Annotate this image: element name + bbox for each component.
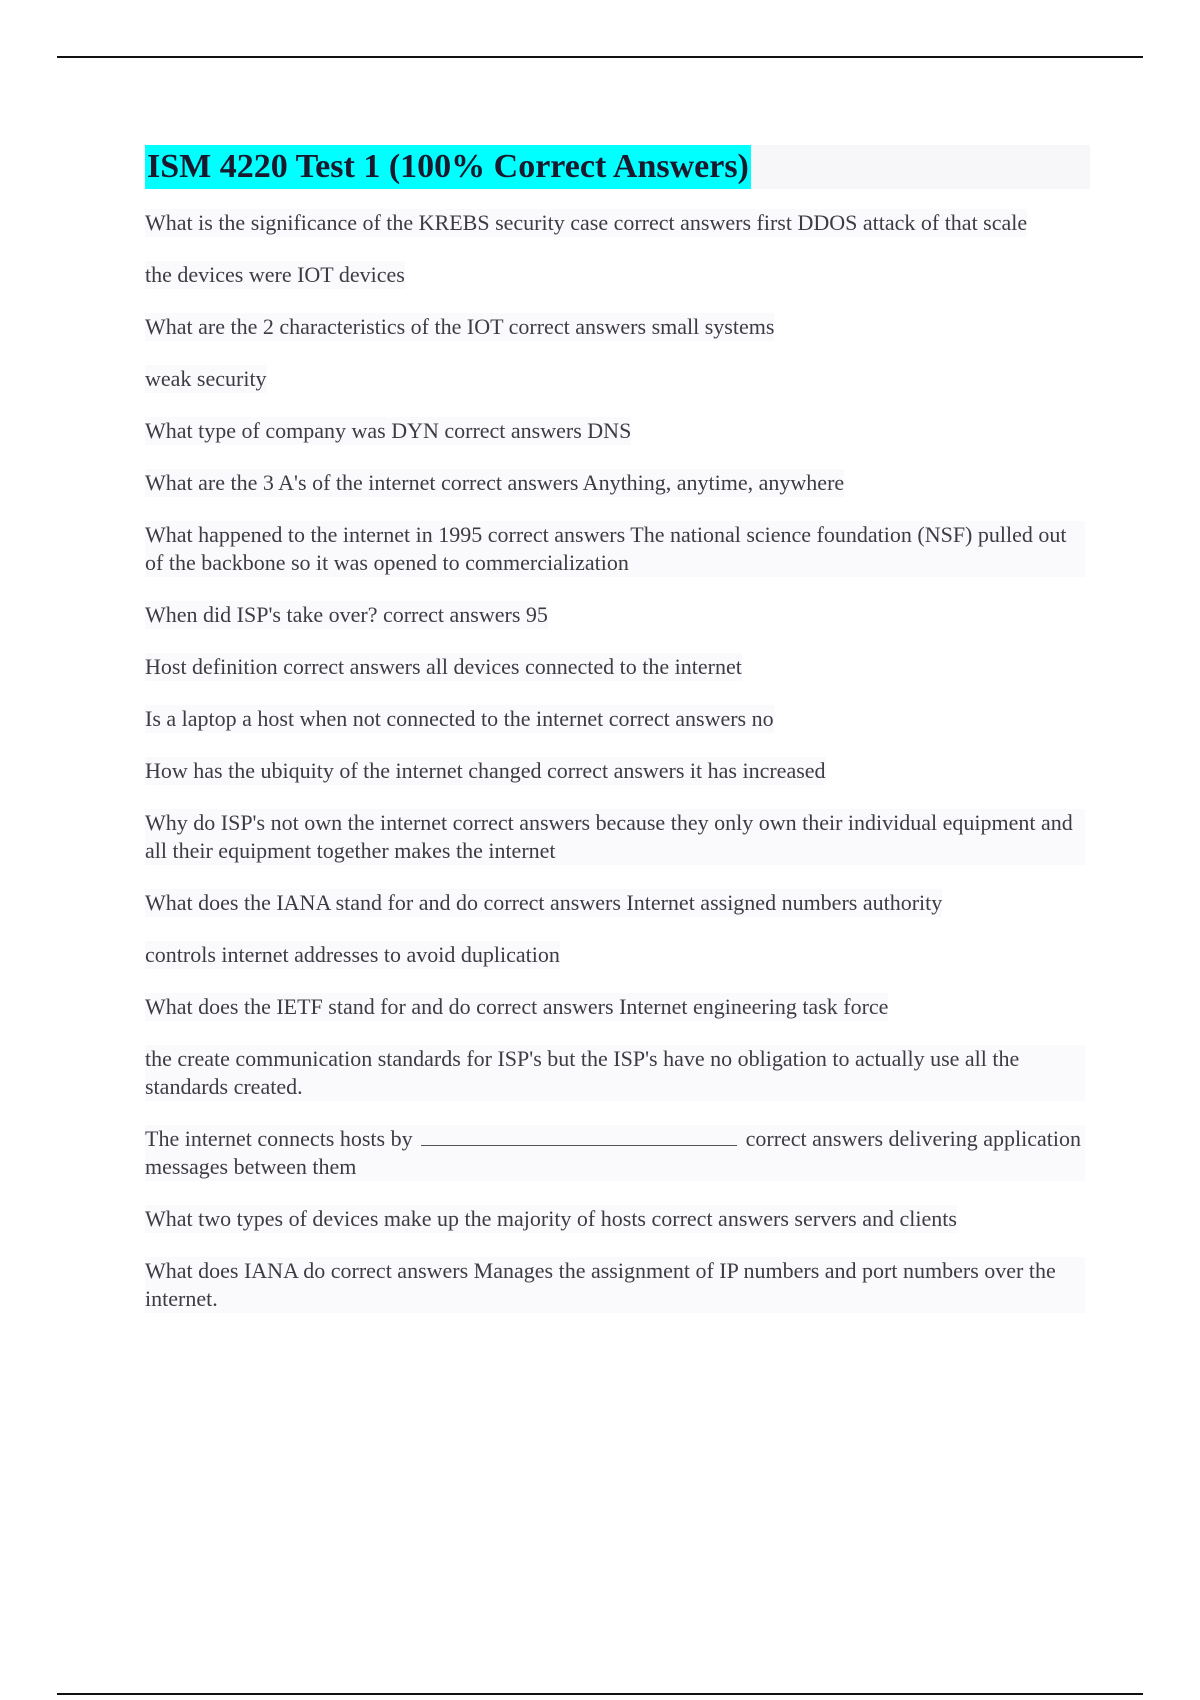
paragraph: What is the significance of the KREBS security case correct answers first DDOS attack of that scale	[145, 210, 1028, 235]
paragraph: What are the 3 A's of the internet correct answers Anything, anytime, anywhere	[145, 470, 845, 495]
paragraph: What two types of devices make up the majority of hosts correct answers servers and clients	[145, 1206, 957, 1231]
question-text-after: correct answers delivering application messages between them	[145, 1126, 1081, 1179]
paragraph: Why do ISP's not own the internet correct answers because they only own their individual equipment and all their equipment together makes the internet	[145, 809, 1085, 865]
paragraph: How has the ubiquity of the internet changed correct answers it has increased	[145, 758, 826, 783]
paragraph: the create communication standards for ISP's but the ISP's have no obligation to actually use all the standards created.	[145, 1045, 1085, 1101]
paragraph: controls internet addresses to avoid duplication	[145, 942, 560, 967]
top-rule	[57, 56, 1143, 58]
question-text-before: The internet connects hosts by	[145, 1126, 413, 1151]
paragraph: the devices were IOT devices	[145, 262, 405, 287]
paragraph: weak security	[145, 366, 267, 391]
paragraph: What does IANA do correct answers Manages the assignment of IP numbers and port numbers over the internet.	[145, 1257, 1085, 1313]
page-title: ISM 4220 Test 1 (100% Correct Answers)	[145, 145, 751, 189]
paragraph: What happened to the internet in 1995 correct answers The national science foundation (NSF) pulled out of the backbone so it was opened to commercialization	[145, 521, 1085, 577]
fill-in-blank-question	[145, 1125, 1085, 1181]
paragraph: What type of company was DYN correct answers DNS	[145, 418, 632, 443]
paragraph: What does the IETF stand for and do correct answers Internet engineering task force	[145, 994, 889, 1019]
blank-line	[421, 1127, 737, 1146]
paragraph: Host definition correct answers all devices connected to the internet	[145, 654, 742, 679]
paragraph: Is a laptop a host when not connected to the internet correct answers no	[145, 706, 774, 731]
document-body	[145, 145, 1090, 1337]
paragraph: When did ISP's take over? correct answers 95	[145, 602, 548, 627]
bottom-rule	[57, 1693, 1143, 1695]
title-band	[145, 145, 1090, 189]
paragraph: What does the IANA stand for and do correct answers Internet assigned numbers authority	[145, 890, 943, 915]
paragraph: What are the 2 characteristics of the IOT correct answers small systems	[145, 314, 775, 339]
